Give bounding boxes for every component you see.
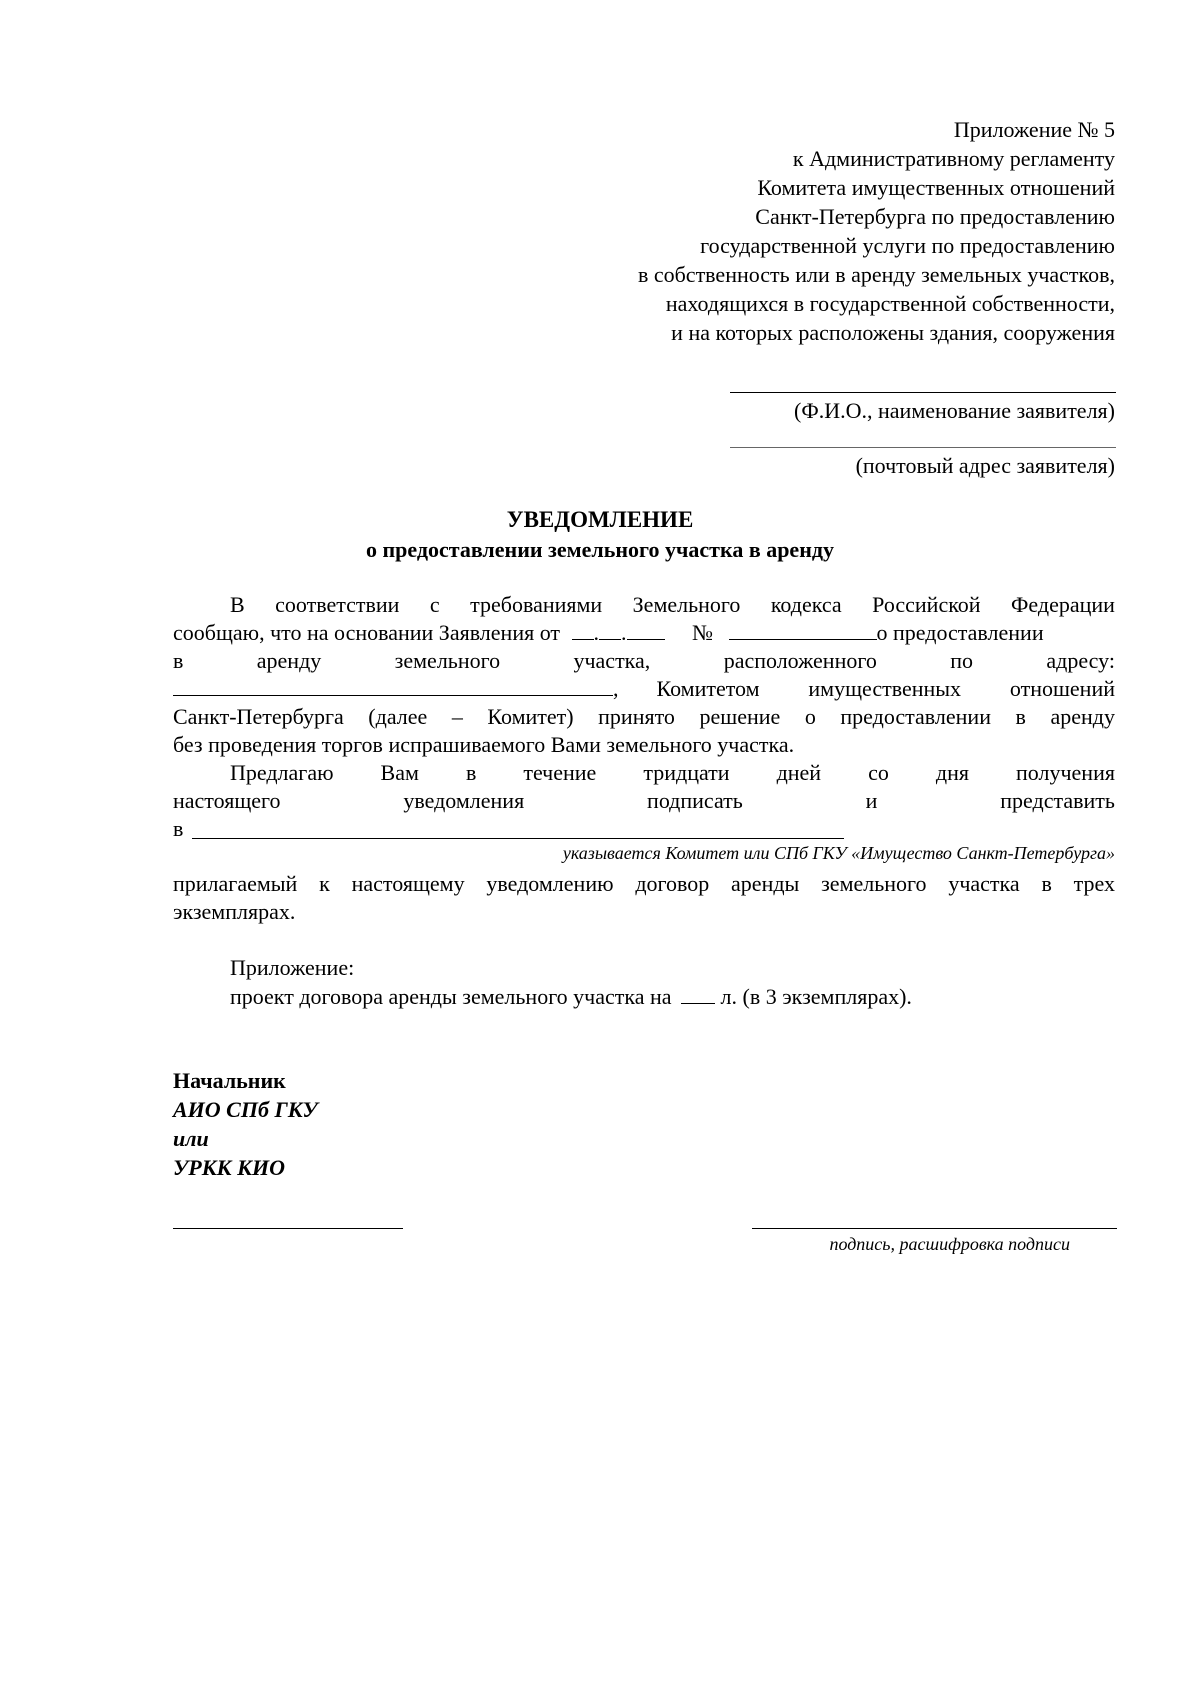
p2-line-3-prefix: в bbox=[173, 816, 184, 841]
word: Российской bbox=[872, 592, 981, 617]
p2-line-5: экземплярах. bbox=[173, 899, 296, 924]
word: получения bbox=[1016, 760, 1115, 785]
word: соответствии bbox=[275, 592, 400, 617]
header-line-5: государственной услуги по предоставлению bbox=[700, 233, 1115, 258]
signatory-line-3: или bbox=[173, 1126, 209, 1151]
p1-line-6: без проведения торгов испрашиваемого Вами земельного участка. bbox=[173, 732, 795, 757]
signatory-line-2: АИО СПб ГКУ bbox=[173, 1097, 318, 1122]
attachment-text bbox=[230, 984, 912, 1010]
signatory-line-4: УРКК КИО bbox=[173, 1155, 286, 1180]
header-line-1: Приложение № 5 bbox=[953, 117, 1115, 142]
word: настоящего bbox=[173, 788, 281, 813]
date-month-blank[interactable] bbox=[599, 621, 621, 640]
word: течение bbox=[523, 760, 597, 785]
word: требованиями bbox=[470, 592, 603, 617]
word: В bbox=[230, 592, 245, 617]
p2-line-1 bbox=[230, 760, 1115, 786]
date-year-blank[interactable] bbox=[627, 621, 665, 640]
word: имущественных bbox=[808, 676, 962, 701]
word: подписать bbox=[647, 788, 743, 813]
applicant-address-label: (почтовый адрес заявителя) bbox=[855, 453, 1115, 478]
p1-line-1 bbox=[230, 592, 1115, 618]
word: и bbox=[865, 788, 878, 813]
p2-line-4: прилагаемый к настоящему уведомлению договор аренды земельного участка в трех bbox=[173, 871, 1115, 896]
committee-words bbox=[657, 676, 1116, 702]
header-line-3: Комитета имущественных отношений bbox=[757, 175, 1115, 200]
statement-text: о предоставлении bbox=[876, 620, 1044, 645]
header-line-2: к Административному регламенту bbox=[792, 146, 1115, 171]
header-line-8: и на которых расположены здания, сооружения bbox=[671, 320, 1115, 345]
header-line-7: находящихся в государственной собственности, bbox=[665, 291, 1115, 316]
word: отношений bbox=[1009, 676, 1115, 701]
word: Вам bbox=[380, 760, 419, 785]
attachment-label: Приложение: bbox=[230, 955, 355, 980]
word: Земельного bbox=[632, 592, 741, 617]
position-signature-line[interactable] bbox=[173, 1228, 403, 1229]
statement-text: сообщаю, что на основании Заявления от bbox=[173, 620, 561, 645]
word: адресу: bbox=[1046, 648, 1115, 673]
word: кодекса bbox=[770, 592, 842, 617]
word: расположенного bbox=[723, 648, 877, 673]
signature-hint: подпись, расшифровка подписи bbox=[829, 1234, 1070, 1254]
p1-line-2: сообщаю, что на основании Заявления от . . № о предоставлении bbox=[173, 620, 1044, 645]
applicant-address-line bbox=[730, 447, 1116, 448]
p1-line-3 bbox=[173, 648, 1115, 674]
recipient-blank[interactable] bbox=[192, 838, 844, 839]
word: со bbox=[868, 760, 889, 785]
word: представить bbox=[1000, 788, 1115, 813]
p2-line-2 bbox=[173, 788, 1115, 814]
word: в bbox=[465, 760, 477, 785]
document-title: УВЕДОМЛЕНИЕ bbox=[506, 507, 694, 532]
word: с bbox=[429, 592, 440, 617]
date-day-blank[interactable] bbox=[572, 621, 594, 640]
recipient-hint: указывается Комитет или СПб ГКУ «Имущество Санкт-Петербурга» bbox=[562, 843, 1115, 863]
word: тридцати bbox=[643, 760, 730, 785]
signature-line[interactable] bbox=[752, 1228, 1117, 1229]
word: уведомления bbox=[403, 788, 525, 813]
sheet-count-blank[interactable] bbox=[681, 985, 715, 1004]
word: аренду bbox=[256, 648, 322, 673]
number-sign: № bbox=[692, 620, 714, 645]
header-line-6: в собственность или в аренду земельных участков, bbox=[637, 262, 1115, 287]
comma: , bbox=[613, 676, 619, 701]
word: земельного bbox=[394, 648, 501, 673]
word: Комитетом bbox=[656, 676, 760, 701]
word: по bbox=[950, 648, 973, 673]
word: в bbox=[173, 648, 184, 673]
document-subtitle: о предоставлении земельного участка в аренду bbox=[365, 537, 835, 562]
p1-line-5: Санкт-Петербурга (далее – Комитет) принято решение о предоставлении в аренду bbox=[173, 704, 1115, 729]
word: дней bbox=[776, 760, 822, 785]
address-blank[interactable] bbox=[173, 677, 613, 696]
signatory-title: Начальник bbox=[173, 1068, 286, 1093]
word: Федерации bbox=[1011, 592, 1115, 617]
word: дня bbox=[935, 760, 969, 785]
header-line-4: Санкт-Петербурга по предоставлению bbox=[755, 204, 1115, 229]
attachment-text-before: проект договора аренды земельного участка на bbox=[230, 984, 672, 1009]
p1-line-4 bbox=[173, 676, 1115, 702]
applicant-name-label: (Ф.И.О., наименование заявителя) bbox=[794, 398, 1115, 423]
word: участка, bbox=[573, 648, 651, 673]
attachment-text-after: л. (в 3 экземплярах). bbox=[720, 984, 912, 1009]
word: Предлагаю bbox=[230, 760, 334, 785]
application-number-blank[interactable] bbox=[729, 621, 877, 640]
applicant-name-line bbox=[730, 392, 1116, 393]
